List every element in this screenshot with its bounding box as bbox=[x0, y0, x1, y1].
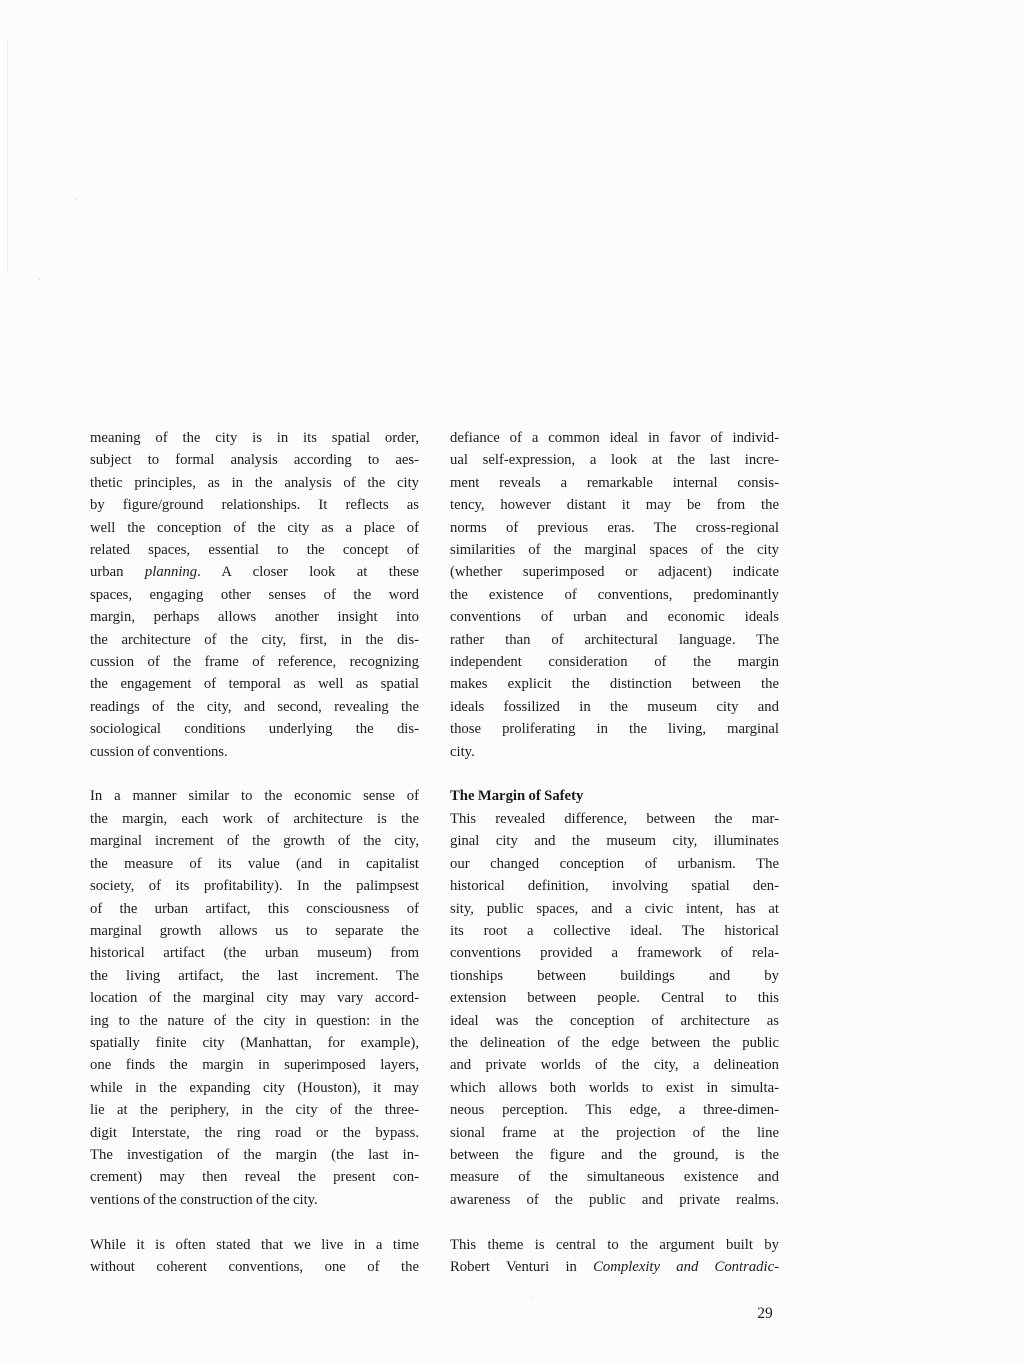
text-line: In a manner similar to the economic sense of bbox=[90, 788, 419, 805]
text-line: its root a collective ideal. The historical bbox=[450, 922, 779, 939]
text-line: cussion of conventions. bbox=[90, 743, 228, 760]
text-line: similarities of the marginal spaces of the city bbox=[450, 542, 779, 559]
paragraph bbox=[450, 427, 779, 763]
page-number: 29 bbox=[757, 1305, 773, 1322]
text-line: ginal city and the museum city, illuminates bbox=[450, 833, 779, 850]
text-line: urban planning. A closer look at these bbox=[90, 564, 419, 581]
paragraph bbox=[450, 808, 779, 1211]
text-line: spatially finite city (Manhattan, for example), bbox=[90, 1034, 419, 1051]
text-line: The investigation of the margin (the last in- bbox=[90, 1146, 419, 1163]
text-line: conventions of urban and economic ideals bbox=[450, 609, 779, 626]
text-line: awareness of the public and private realms. bbox=[450, 1191, 779, 1208]
text-line: independent consideration of the margin bbox=[450, 654, 779, 671]
text-line: ment reveals a remarkable internal consis- bbox=[450, 474, 779, 491]
text-line: the existence of conventions, predominantly bbox=[450, 586, 779, 603]
text-line: city. bbox=[450, 743, 475, 760]
text-line: spaces, engaging other senses of the word bbox=[90, 586, 419, 603]
text-line: This theme is central to the argument built by bbox=[450, 1236, 779, 1253]
text-line: makes explicit the distinction between the bbox=[450, 676, 779, 693]
text-line: (whether superimposed or adjacent) indicate bbox=[450, 564, 779, 581]
text-line: sociological conditions underlying the dis- bbox=[90, 721, 419, 738]
text-line: marginal increment of the growth of the city, bbox=[90, 833, 419, 850]
text-line: ideal was the conception of architecture as bbox=[450, 1012, 779, 1029]
paragraph bbox=[450, 1234, 779, 1279]
text-line: sional frame at the projection of the line bbox=[450, 1124, 779, 1141]
text-line: one finds the margin in superimposed layers, bbox=[90, 1057, 419, 1074]
text-line: crement) may then reveal the present con- bbox=[90, 1169, 419, 1186]
text-line: by figure/ground relationships. It reflects as bbox=[90, 497, 419, 514]
text-line: historical definition, involving spatial den- bbox=[450, 878, 779, 895]
text-line: norms of previous eras. The cross-regional bbox=[450, 519, 779, 536]
text-line: between the figure and the ground, is the bbox=[450, 1146, 779, 1163]
text-line: conventions provided a framework of rela- bbox=[450, 945, 779, 962]
text-line: rather than of architectural language. The bbox=[450, 631, 779, 648]
text-line: without coherent conventions, one of the bbox=[90, 1259, 419, 1275]
text-line: of the urban artifact, this consciousness of bbox=[90, 900, 419, 917]
text-line: measure of the simultaneous existence and bbox=[450, 1169, 779, 1186]
text-line: margin, perhaps allows another insight into bbox=[90, 609, 419, 626]
text-line: which allows both worlds to exist in simulta- bbox=[450, 1079, 779, 1096]
text-line: while in the expanding city (Houston), it may bbox=[90, 1079, 419, 1096]
text-line: ventions of the construction of the city. bbox=[90, 1191, 318, 1208]
text-line: extension between people. Central to this bbox=[450, 990, 779, 1007]
text-line: sity, public spaces, and a civic intent, has at bbox=[450, 900, 779, 917]
text-line: well the conception of the city as a place of bbox=[90, 519, 419, 536]
text-line: the margin, each work of architecture is the bbox=[90, 810, 419, 827]
text-line: historical artifact (the urban museum) from bbox=[90, 945, 419, 962]
text-line: readings of the city, and second, revealing the bbox=[90, 698, 419, 715]
page-edge-line bbox=[7, 38, 8, 273]
scan-artifact bbox=[75, 198, 77, 200]
scan-artifact bbox=[38, 278, 40, 280]
text-line: and private worlds of the city, a delineation bbox=[450, 1057, 779, 1074]
text-line: cussion of the frame of reference, recognizing bbox=[90, 654, 419, 671]
text-line: the architecture of the city, first, in the dis- bbox=[90, 631, 419, 648]
text-line: neous perception. This edge, a three-dimen- bbox=[450, 1102, 779, 1119]
text-line: the measure of its value (and in capitalist bbox=[90, 855, 419, 872]
text-line: tionships between buildings and by bbox=[450, 967, 779, 984]
text-line: ual self-expression, a look at the last incre- bbox=[450, 452, 779, 469]
text-line: ideals fossilized in the museum city and bbox=[450, 698, 779, 715]
text-line: thetic principles, as in the analysis of the city bbox=[90, 474, 419, 491]
text-line: Robert Venturi in Complexity and Contradic- bbox=[450, 1259, 779, 1275]
paragraph bbox=[90, 1234, 419, 1279]
paragraph bbox=[90, 785, 419, 1211]
text-line: While it is often stated that we live in a time bbox=[90, 1236, 419, 1253]
text-line: tency, however distant it may be from the bbox=[450, 497, 779, 514]
text-line: lie at the periphery, in the city of the three- bbox=[90, 1102, 419, 1119]
right-text-column bbox=[450, 427, 779, 1278]
text-line: This revealed difference, between the mar- bbox=[450, 810, 779, 827]
left-text-column bbox=[90, 427, 419, 1278]
text-line: those proliferating in the living, marginal bbox=[450, 721, 779, 738]
text-line: the engagement of temporal as well as spatial bbox=[90, 676, 419, 693]
scan-artifact bbox=[530, 1296, 532, 1298]
text-line: subject to formal analysis according to aes- bbox=[90, 452, 419, 469]
text-line: location of the marginal city may vary accord- bbox=[90, 990, 419, 1007]
text-line: marginal growth allows us to separate the bbox=[90, 922, 419, 939]
text-line: the living artifact, the last increment. The bbox=[90, 967, 419, 984]
section-heading: The Margin of Safety bbox=[450, 788, 584, 805]
text-line: the delineation of the edge between the public bbox=[450, 1034, 779, 1051]
text-line: meaning of the city is in its spatial order, bbox=[90, 430, 419, 446]
text-line: society, of its profitability). In the palimpsest bbox=[90, 878, 419, 895]
paragraph bbox=[90, 427, 419, 763]
text-line: our changed conception of urbanism. The bbox=[450, 855, 779, 872]
text-line: related spaces, essential to the concept of bbox=[90, 542, 419, 559]
text-line: ing to the nature of the city in question: in the bbox=[90, 1012, 419, 1029]
text-line: digit Interstate, the ring road or the bypass. bbox=[90, 1124, 419, 1141]
text-line: defiance of a common ideal in favor of individ- bbox=[450, 430, 779, 446]
